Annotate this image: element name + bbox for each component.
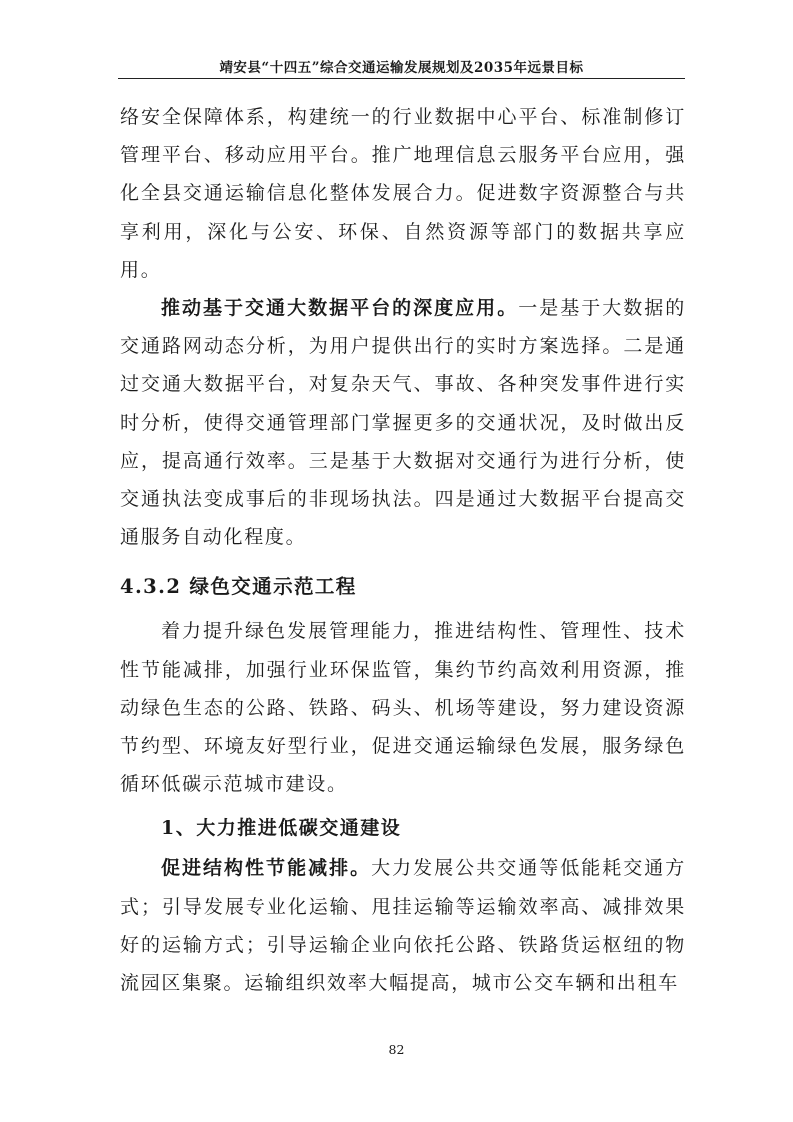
paragraph-text: 一是基于大数据的交通路网动态分析，为用户提供出行的实时方案选择。二是通过交通大数据平台，对复杂天气、事故、各种突发事件进行实时分析，使得交通管理部门掌握更多的交通状况，及时做出反应，提高通行效率。三是基于大数据对交通行为进行分析，使交通执法变成事后的非现场执法。四是通过大数据平台提高交通服务自动化程度。: [120, 297, 686, 549]
paragraph-lead-bold: 促进结构性节能减排。: [161, 857, 372, 880]
paragraph-lead-bold: 推动基于交通大数据平台的深度应用。: [161, 297, 519, 320]
page-number: 82: [388, 1042, 405, 1057]
header-divider: [118, 78, 685, 79]
paragraph-text: 大力发展公共交通等低能耗交通方式；引导发展专业化运输、甩挂运输等运输效率高、减排效果好的运输方式；引导运输企业向依托公路、铁路货运枢纽的物流园区集聚。运输组织效率大幅提高，城市公交车辆和出租车: [120, 857, 686, 995]
running-header: 靖安县“十四五”综合交通运输发展规划及2035年远景目标: [219, 60, 584, 76]
section-heading: 4.3.2 绿色交通示范工程: [120, 575, 357, 599]
paragraph-big-data-application: [120, 289, 686, 556]
document-body: [120, 98, 686, 1002]
paragraph-data-sharing: 络安全保障体系，构建统一的行业数据中心平台、标准制修订管理平台、移动应用平台。推广地理信息云服务平台应用，强化全县交通运输信息化整体发展合力。促进数字资源整合与共享利用，深化与公安、环保、自然资源等部门的数据共享应用。: [120, 106, 686, 281]
paragraph-structural-emission-reduction: [120, 849, 686, 1002]
sub-heading: 1、大力推进低碳交通建设: [161, 817, 402, 840]
paragraph-green-transport: 着力提升绿色发展管理能力，推进结构性、管理性、技术性节能减排，加强行业环保监管，集约节约高效利用资源，推动绿色生态的公路、铁路、码头、机场等建设，努力建设资源节约型、环境友好型行业，促进交通运输绿色发展，服务绿色循环低碳示范城市建设。: [120, 620, 686, 796]
